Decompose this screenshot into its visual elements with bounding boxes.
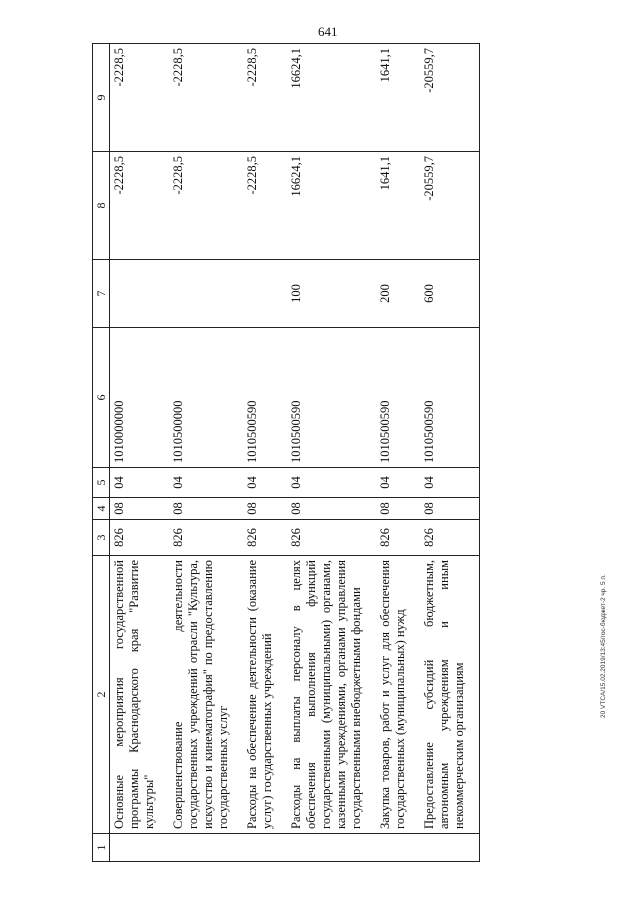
header-cell: 3 xyxy=(93,520,110,556)
ministry-code-cell: 826 xyxy=(169,520,243,556)
table-row xyxy=(420,44,480,862)
row-number-cell xyxy=(376,834,420,862)
description-cell: Расходы на обеспечение деятельности (оказание услуг) государственных учреждений xyxy=(243,556,287,834)
section-cell: 08 xyxy=(243,498,287,520)
amount-cell: -2228,5 xyxy=(110,152,170,260)
subsection-cell: 04 xyxy=(420,468,480,498)
section-cell: 08 xyxy=(287,498,376,520)
amount-cell: -2228,5 xyxy=(243,152,287,260)
total-cell: -2228,5 xyxy=(110,44,170,152)
row-number-cell xyxy=(169,834,243,862)
table-row xyxy=(287,44,376,862)
expense-type-cell: 100 xyxy=(287,260,376,328)
table-body xyxy=(110,44,480,862)
header-cell: 2 xyxy=(93,556,110,834)
expense-type-cell xyxy=(243,260,287,328)
ministry-code-cell: 826 xyxy=(243,520,287,556)
row-number-cell xyxy=(110,834,170,862)
description-cell: Совершенствование деятельности государственных учреждений отрасли "Культура, искусство и кинематография" по предоставлению государственных услуг xyxy=(169,556,243,834)
amount-cell: 16624,1 xyxy=(287,152,376,260)
table-row xyxy=(169,44,243,862)
total-cell: -20559,7 xyxy=(420,44,480,152)
total-cell: 1641,1 xyxy=(376,44,420,152)
ministry-code-cell: 826 xyxy=(420,520,480,556)
expense-type-cell xyxy=(110,260,170,328)
total-cell: -2228,5 xyxy=(243,44,287,152)
target-article-cell: 1010500000 xyxy=(169,328,243,468)
ministry-code-cell: 826 xyxy=(110,520,170,556)
table-row xyxy=(110,44,170,862)
subsection-cell: 04 xyxy=(287,468,376,498)
section-cell: 08 xyxy=(169,498,243,520)
header-cell: 7 xyxy=(93,260,110,328)
footer-note: 20 VTCA/15.02.2019/13:45/гос-бюджет-2 чр. 5 п. xyxy=(600,574,607,718)
expense-type-cell: 600 xyxy=(420,260,480,328)
budget-table xyxy=(92,43,480,862)
header-cell: 9 xyxy=(93,44,110,152)
description-cell: Закупка товаров, работ и услуг для обеспечения государственных (муниципальных) нужд xyxy=(376,556,420,834)
amount-cell: -2228,5 xyxy=(169,152,243,260)
table-row xyxy=(376,44,420,862)
ministry-code-cell: 826 xyxy=(287,520,376,556)
target-article-cell: 1010500590 xyxy=(243,328,287,468)
section-cell: 08 xyxy=(376,498,420,520)
subsection-cell: 04 xyxy=(169,468,243,498)
header-cell: 1 xyxy=(93,834,110,862)
expense-type-cell: 200 xyxy=(376,260,420,328)
subsection-cell: 04 xyxy=(110,468,170,498)
description-cell: Предоставление субсидий бюджетным, автономным учреждениям и иным некоммерческим организациям xyxy=(420,556,480,834)
description-cell: Основные мероприятия государственной программы Краснодарского края "Развитие культуры" xyxy=(110,556,170,834)
section-cell: 08 xyxy=(420,498,480,520)
subsection-cell: 04 xyxy=(243,468,287,498)
target-article-cell: 1010000000 xyxy=(110,328,170,468)
ministry-code-cell: 826 xyxy=(376,520,420,556)
total-cell: -2228,5 xyxy=(169,44,243,152)
header-cell: 6 xyxy=(93,328,110,468)
target-article-cell: 1010500590 xyxy=(287,328,376,468)
header-cell: 4 xyxy=(93,498,110,520)
target-article-cell: 1010500590 xyxy=(420,328,480,468)
header-row xyxy=(93,44,110,862)
target-article-cell: 1010500590 xyxy=(376,328,420,468)
row-number-cell xyxy=(243,834,287,862)
row-number-cell xyxy=(420,834,480,862)
total-cell: 16624,1 xyxy=(287,44,376,152)
header-cell: 5 xyxy=(93,468,110,498)
page-number: 641 xyxy=(318,24,338,39)
expense-type-cell xyxy=(169,260,243,328)
subsection-cell: 04 xyxy=(376,468,420,498)
row-number-cell xyxy=(287,834,376,862)
section-cell: 08 xyxy=(110,498,170,520)
amount-cell: 1641,1 xyxy=(376,152,420,260)
amount-cell: -20559,7 xyxy=(420,152,480,260)
rotated-table-container xyxy=(92,44,612,862)
header-cell: 8 xyxy=(93,152,110,260)
description-cell: Расходы на выплаты персоналу в целях обеспечения выполнения функций государственными (муниципальными) органами, казенными учреждениями, органами управления государственными внебюджетными фондами xyxy=(287,556,376,834)
table-row xyxy=(243,44,287,862)
